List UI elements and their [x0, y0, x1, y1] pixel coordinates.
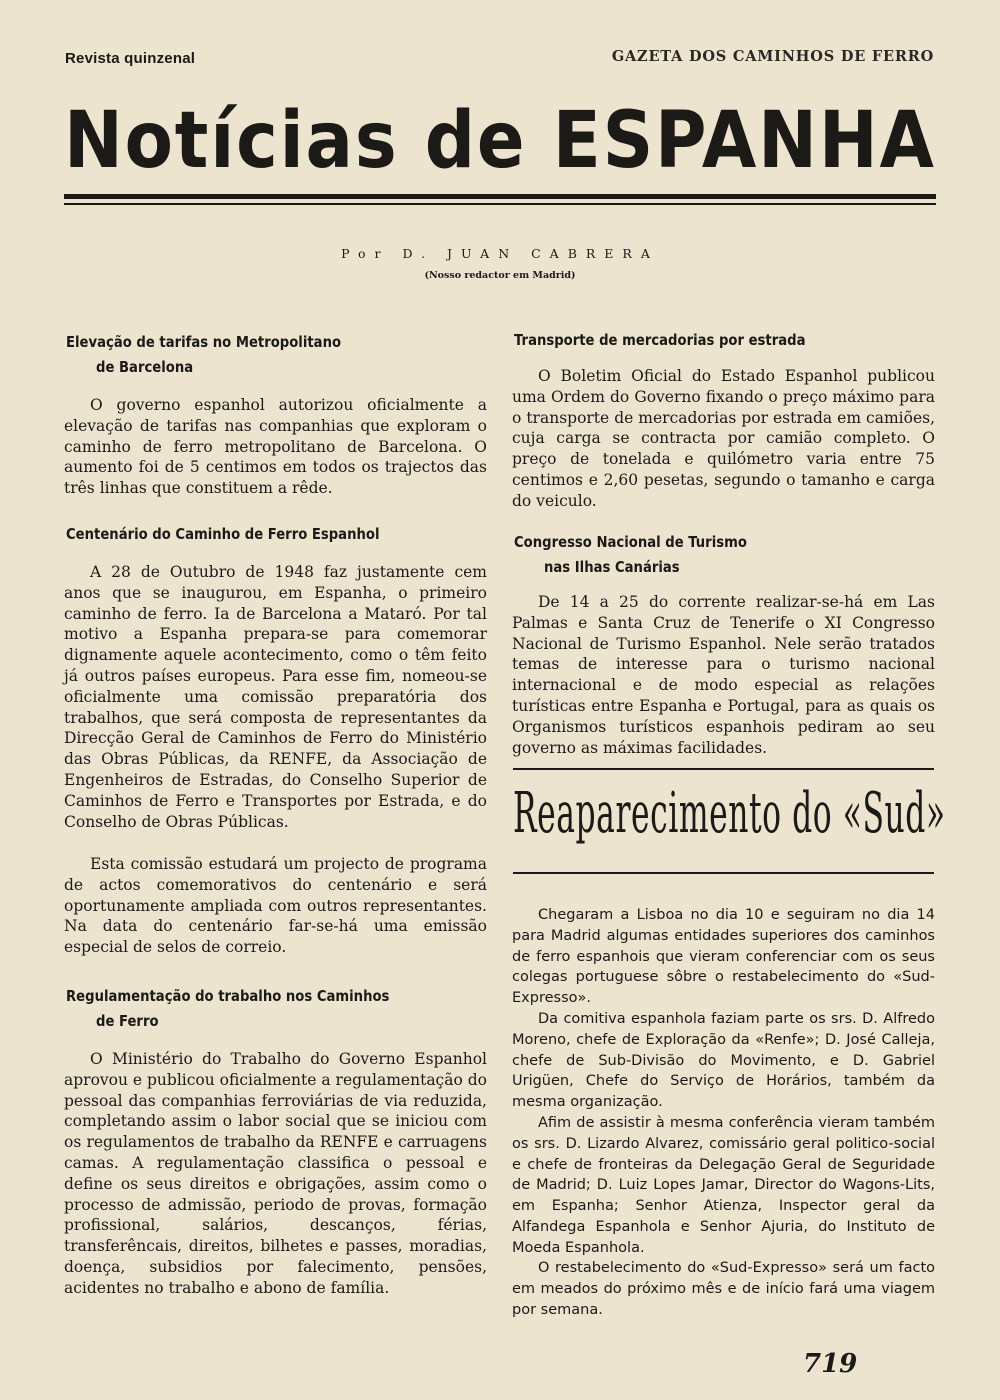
publication-frequency: Revista quinzenal	[65, 50, 196, 67]
article-paragraph: A 28 de Outubro de 1948 faz justamente cem anos que se inaugurou, em Espanha, o primeiro caminho de ferro. Ia de Barcelona a Mataró. Por tal motivo a Espanha prepara-se para comemorar dignamente aquele acontecimento, como o têm feito já outros países europeus. Para esse fim, nomeou-se oficialmente uma comissão preparatória dos trabalhos, que será composta de representantes da Direcção Geral de Caminhos de Ferro do Ministério das Obras Públicas, da RENFE, da Associação de Engenheiros de Estradas, do Conselho Superior de Caminhos de Ferro e Transportes por Estrada, e do Conselho de Obras Públicas.	[64, 563, 487, 831]
feature-title: Reaparecimento do «Sud»	[513, 781, 946, 846]
section-heading: Regulamentação do trabalho nos Caminhos	[66, 987, 390, 1005]
masthead-rule-thin	[64, 203, 936, 205]
page-number: 719	[803, 1349, 858, 1379]
section-heading-cont: de Ferro	[96, 1012, 159, 1030]
article-paragraph: O restabelecimento do «Sud-Expresso» será um facto em meados do próximo mês e de início fará uma viagem por semana.	[512, 1260, 935, 1318]
section-rule-top	[513, 768, 934, 770]
section-heading: Elevação de tarifas no Metropolitano	[66, 333, 342, 351]
section-heading: Transporte de mercadorias por estrada	[514, 331, 806, 349]
section-heading: Centenário do Caminho de Ferro Espanhol	[66, 525, 380, 543]
article-paragraph: Da comitiva espanhola faziam parte os srs. D. Alfredo Moreno, chefe de Exploração da «Renfe»; D. José Calleja, chefe de Sub-Divisão do Movimento, e D. Gabriel Urigüen, Chefe do Serviço de Horários, também da mesma organização.	[512, 1011, 935, 1111]
section-heading-cont: nas Ilhas Canárias	[544, 558, 680, 576]
article-paragraph: Afim de assistir à mesma conferência vieram também os srs. D. Lizardo Alvarez, comissário geral politico-social e chefe de fronteiras da Delegação Geral de Seguridade de Madrid; D. Luiz Lopes Jamar, Director do Wagons-Lits, em Espanha; Senhor Atienza, Inspector geral da Alfandega Espanhola e Senhor Ajuria, do Instituto de Moeda Espanhola.	[512, 1115, 935, 1256]
publication-name: GAZETA DOS CAMINHOS DE FERRO	[611, 48, 934, 65]
article-paragraph: Chegaram a Lisboa no dia 10 e seguiram no dia 14 para Madrid algumas entidades superiores dos caminhos de ferro espanhois que vieram conferenciar com os seus colegas portuguese sôbre o restabelecimento do «Sud-Expresso».	[512, 907, 935, 1007]
section-heading-cont: de Barcelona	[96, 358, 194, 376]
article-paragraph: O governo espanhol autorizou oficialmente a elevação de tarifas nas companhias que exploram o caminho de ferro metropolitano de Barcelona. O aumento foi de 5 centimos em todos os trajectos das três linhas que constituem a rêde.	[64, 396, 487, 498]
byline-author: Por D. JUAN CABRERA	[341, 246, 659, 261]
masthead-rule-thick	[64, 194, 936, 199]
article-paragraph: O Ministério do Trabalho do Governo Espanhol aprovou e publicou oficialmente a regulamentação do pessoal das companhias ferroviárias de via reduzida, completando assim o labor social que se iniciou com os regulamentos de trabalho da RENFE e carruagens camas. A regulamentação classifica o pessoal e define os seus direitos e obrigações, assim como o processo de admissão, periodo de provas, formação profissional, salários, descanços, férias, transferêncais, direitos, bilhetes e passes, moradias, doença, subsidios por falecimento, pensões, acidentes no trabalho e abono de família.	[64, 1050, 487, 1297]
section-rule-bottom	[513, 872, 934, 874]
byline-note: (Nosso redactor em Madrid)	[424, 270, 576, 281]
article-paragraph: Esta comissão estudará um projecto de programa de actos comemorativos do centenário e será oportunamente ampliada com outros representantes. Na data do centenário far-se-há uma emissão especial de selos de correio.	[64, 855, 487, 957]
section-heading: Congresso Nacional de Turismo	[514, 533, 747, 551]
page-title: Notícias de ESPANHA	[64, 96, 936, 186]
article-paragraph: De 14 a 25 do corrente realizar-se-há em Las Palmas e Santa Cruz de Tenerife o XI Congresso Nacional de Turismo Espanhol. Nele serão tratados temas de interesse para o turismo nacional internacional e de modo especial as relações turísticas entre Espanha e Portugal, para as quais os Organismos turísticos espanhois pediram ao seu governo as máximas facilidades.	[512, 593, 935, 757]
article-paragraph: O Boletim Oficial do Estado Espanhol publicou uma Ordem do Governo fixando o preço máximo para o transporte de mercadorias por estrada em camiões, cuja carga se contracta por camião completo. O preço de tonelada e quilómetro varia entre 75 centimos e 2,60 pesetas, segundo o tamanho e carga do veiculo.	[512, 367, 935, 510]
